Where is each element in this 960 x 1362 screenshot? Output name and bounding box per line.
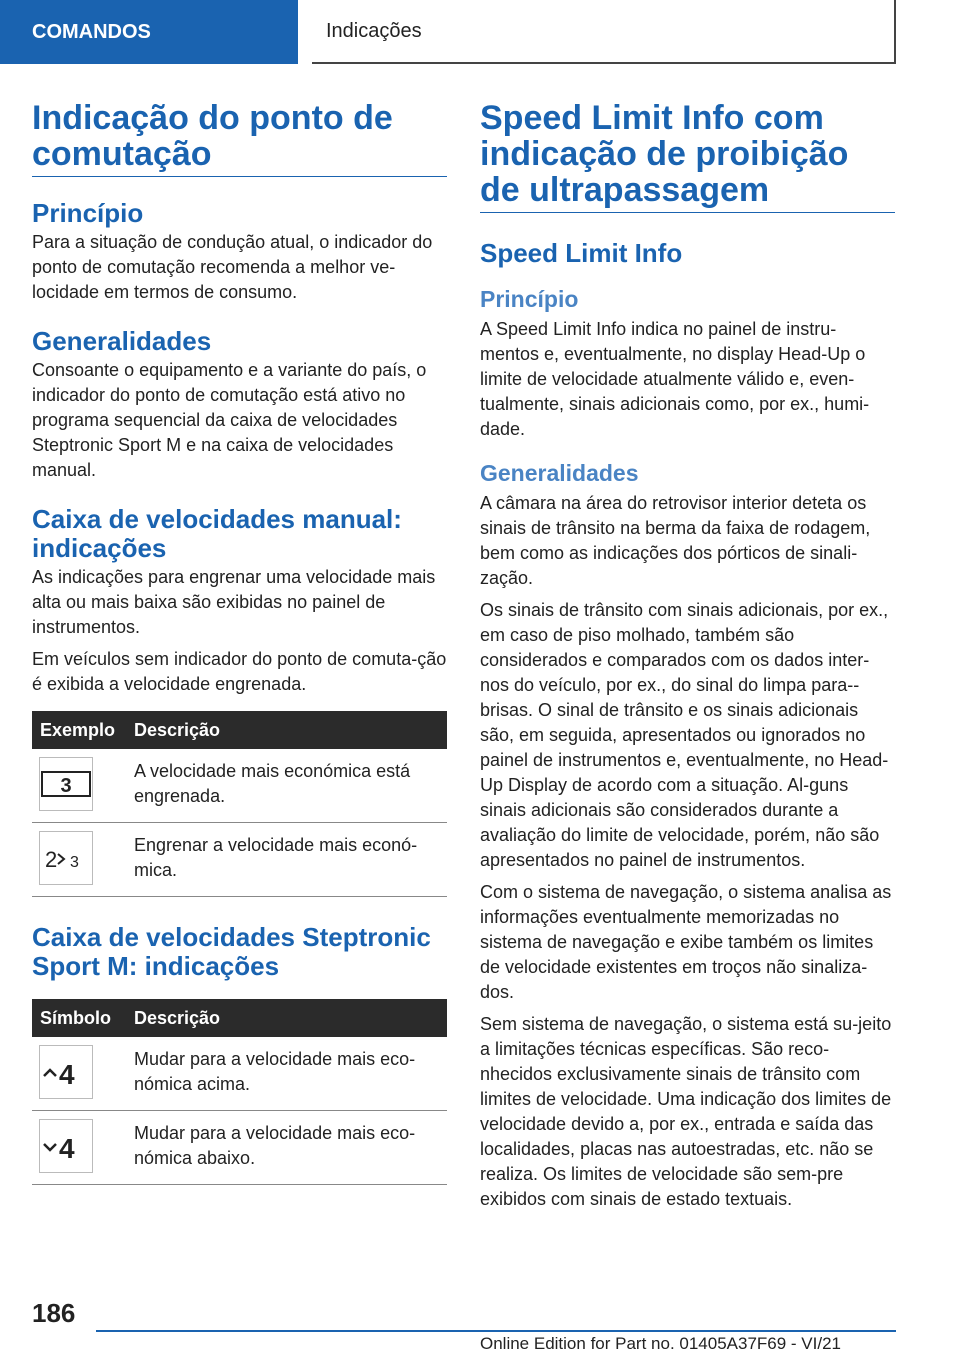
heading-manual-gearbox: Caixa de velocidades manual: indicações xyxy=(32,504,402,563)
manual-gearbox-table xyxy=(32,711,447,897)
row-description: A velocidade mais económica está engrenada. xyxy=(134,761,411,806)
heading-principle: Princípio xyxy=(480,286,579,312)
page-title-speed-limit-info: Speed Limit Info com indicação de proibição de ultrapassagem xyxy=(480,100,895,213)
paragraph: Com o sistema de navegação, o sistema analisa as informações eventualmente memorizadas no sistema de navegação e exibe também os limites de velocidade existentes em troços não sinaliza-dos. xyxy=(480,882,892,1002)
heading-principle: Princípio xyxy=(32,198,144,228)
table-row xyxy=(32,823,447,897)
heading-steptronic: Caixa de velocidades Steptronic Sport M: indicações xyxy=(32,922,431,981)
footer-divider xyxy=(96,1330,896,1332)
row-description: Engrenar a velocidade mais econó-mica. xyxy=(134,835,418,880)
row-description: Mudar para a velocidade mais eco-nómica acima. xyxy=(134,1049,416,1094)
paragraph: Em veículos sem indicador do ponto de comuta-ção é exibida a velocidade engrenada. xyxy=(32,649,447,694)
chapter-tab[interactable] xyxy=(312,0,896,64)
gear-3-icon xyxy=(39,757,93,811)
heading-speed-limit-info: Speed Limit Info xyxy=(480,238,683,268)
paragraph: Sem sistema de navegação, o sistema está su-jeito a limitações técnicas específicas. São reco-nhecidos exclusivamente sinais de trânsito com limites de velocidade. Uma indicação dos limites de velocidade devido a, por ex., entrada e saída das localidades, placas nas autoestradas, etc. não se realiza. Os limites de velocidade são sem-pre exibidos com sinais de estado textuais. xyxy=(480,1014,892,1209)
paragraph: A Speed Limit Info indica no painel de instru-mentos e, eventualmente, no display Head-Up o limite de velocidade atualmente válido e, even-tualmente, sinais adicionais como, por ex., humi-dade. xyxy=(480,319,870,439)
row-description: Mudar para a velocidade mais eco-nómica abaixo. xyxy=(134,1123,416,1168)
column-header-description: Descrição xyxy=(134,719,221,740)
paragraph: Consoante o equipamento e a variante do país, o indicador do ponto de comutação está ativo no programa sequencial da caixa de velocidades Steptronic Sport M e na caixa de velocidades manual. xyxy=(32,360,427,480)
column-header-description: Descrição xyxy=(134,1007,221,1028)
table-row xyxy=(32,1037,447,1111)
left-column xyxy=(32,100,447,1185)
edition-note: Online Edition for Part no. 01405A37F69 - VI/21 xyxy=(480,1334,842,1353)
gear-2-to-3-icon xyxy=(39,831,93,885)
table-row xyxy=(32,749,447,823)
table-row xyxy=(32,1111,447,1185)
heading-general: Generalidades xyxy=(480,460,639,486)
chapter-label: Indicações xyxy=(326,19,422,42)
paragraph: Para a situação de condução atual, o indicador do ponto de comutação recomenda a melhor ve-locidade em termos de consumo. xyxy=(32,232,433,302)
column-header-example: Exemplo xyxy=(40,719,116,740)
paragraph: As indicações para engrenar uma velocidade mais alta ou mais baixa são exibidas no painel de instrumentos. xyxy=(32,567,436,637)
table-header xyxy=(32,711,447,749)
svg-text:4: 4 xyxy=(59,1133,75,1164)
svg-text:3: 3 xyxy=(70,854,79,871)
svg-text:3: 3 xyxy=(60,775,72,797)
svg-text:2: 2 xyxy=(45,847,58,872)
shift-up-4-icon xyxy=(39,1045,93,1099)
section-tab[interactable] xyxy=(0,0,298,64)
svg-text:4: 4 xyxy=(59,1059,75,1090)
shift-down-4-icon xyxy=(39,1119,93,1173)
paragraph: A câmara na área do retrovisor interior deteta os sinais de trânsito na berma da faixa de rodagem, bem como as indicações dos pórticos de sinali-zação. xyxy=(480,493,871,588)
heading-general: Generalidades xyxy=(32,326,212,356)
paragraph: Os sinais de trânsito com sinais adicionais, por ex., em caso de piso molhado, também são considerados e comparados com os dados inter-nos do veículo, por ex., do sinal do limpa para--brisas. O sinal de trânsito e os sinais adicionais são, em seguida, apresentados ou ignorados no painel de instrumentos e, eventualmente, no Head-Up Display de acordo com a situação. Al-guns sinais adicionais são considerados durante a avaliação do limite de velocidade, porém, não são apresentados no painel de instrumentos. xyxy=(480,600,889,870)
right-column xyxy=(480,100,895,1219)
table-header xyxy=(32,999,447,1037)
section-label: COMANDOS xyxy=(32,20,151,43)
page-number: 186 xyxy=(32,1298,76,1328)
steptronic-table xyxy=(32,999,447,1185)
column-header-symbol: Símbolo xyxy=(40,1007,111,1028)
page-title-shift-indicator: Indicação do ponto de comutação xyxy=(32,100,447,177)
